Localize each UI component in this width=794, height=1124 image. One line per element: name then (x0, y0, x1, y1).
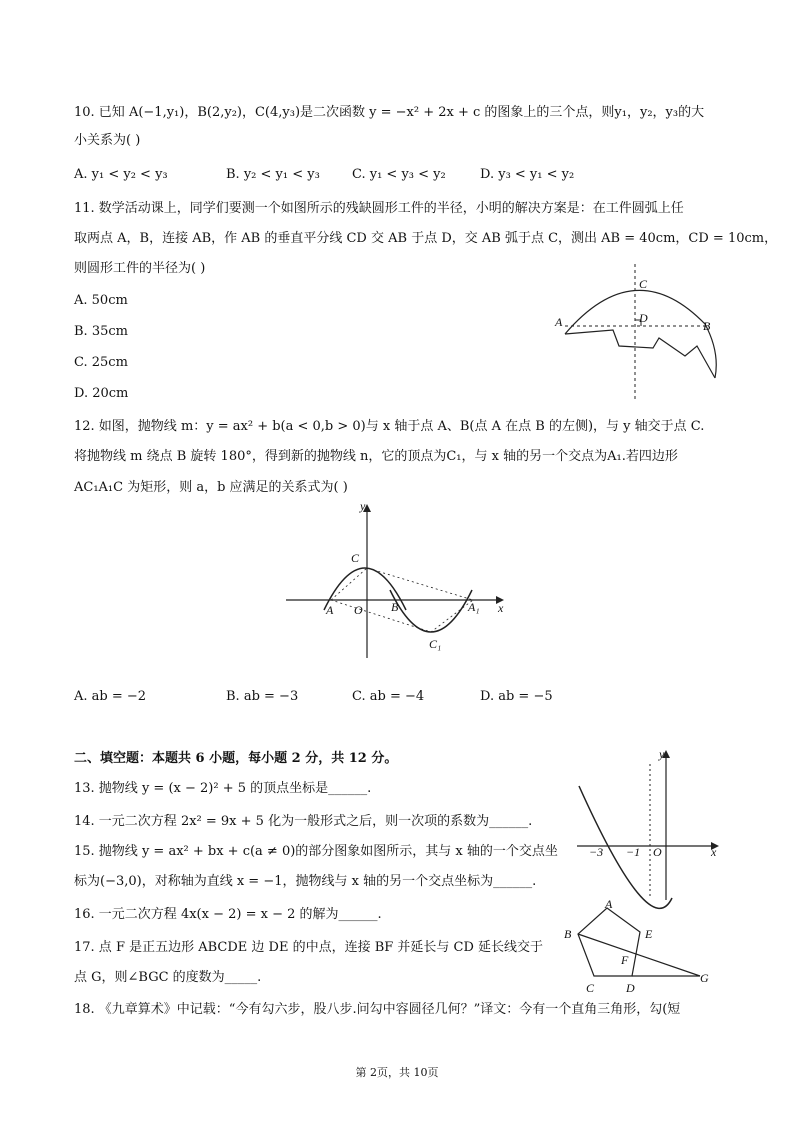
q11-label-c: C (639, 277, 648, 291)
q15-label-y: y (659, 747, 665, 761)
q15-label-neg3: −3 (589, 845, 604, 859)
q17-label-c: C (586, 981, 595, 995)
q12-option-d: D. ab = −5 (480, 689, 553, 704)
q17-label-e: E (645, 927, 653, 941)
q12-stem-line1: 12. 如图，抛物线 m：y = ax² + b(a < 0,b > 0)与 x 轴于点 A、B(点 A 在点 B 的左侧)，与 y 轴交于点 C. (74, 419, 705, 434)
q17-figure-pentagon (560, 898, 720, 998)
q15-figure-parabola (575, 744, 725, 904)
q11-label-d: D (639, 311, 648, 325)
q11-option-b: B. 35cm (74, 324, 128, 339)
q12-label-c1: C₁ (429, 637, 442, 651)
q11-label-b: B (703, 319, 711, 333)
section2-heading: 二、填空题：本题共 6 小题，每小题 2 分，共 12 分。 (74, 751, 398, 766)
q15-label-o: O (653, 845, 662, 859)
q10-option-a: A. y₁ < y₂ < y₃ (74, 167, 168, 182)
q12-label-o: O (354, 603, 363, 617)
q10-option-b: B. y₂ < y₁ < y₃ (226, 167, 320, 182)
q14-stem: 14. 一元二次方程 2x² = 9x + 5 化为一般形式之后，则一次项的系数为______. (74, 814, 533, 829)
q17-stem-line1: 17. 点 F 是正五边形 ABCDE 边 DE 的中点，连接 BF 并延长与 CD 延长线交于 (74, 940, 544, 955)
q15-stem-line1: 15. 抛物线 y = ax² + bx + c(a ≠ 0)的部分图象如图所示，其与 x 轴的一个交点坐 (74, 844, 558, 859)
q15-label-x: x (711, 845, 717, 859)
q17-label-d: D (626, 981, 635, 995)
q12-label-a1: A₁ (468, 600, 480, 614)
q12-stem-line2: 将抛物线 m 绕点 B 旋转 180°，得到新的抛物线 n，它的顶点为C₁，与 x 轴的另一个交点为A₁.若四边形 (74, 449, 678, 464)
q11-stem-line3: 则圆形工件的半径为( ) (74, 261, 206, 276)
q11-figure-broken-circle (555, 262, 725, 402)
q12-label-a: A (326, 603, 334, 617)
q11-option-c: C. 25cm (74, 355, 128, 370)
q11-stem-line1: 11. 数学活动课上，同学们要测一个如图所示的残缺圆形工件的半径，小明的解决方案是：在工件圆弧上任 (74, 201, 684, 216)
q10-option-d: D. y₃ < y₁ < y₂ (480, 167, 575, 182)
q17-label-b: B (564, 927, 572, 941)
q11-option-d: D. 20cm (74, 386, 129, 401)
q10-option-c: C. y₁ < y₃ < y₂ (352, 167, 446, 182)
q11-arc (565, 290, 716, 378)
q10-stem-line2: 小关系为( ) (74, 133, 141, 148)
q12-figure-parabolas (284, 500, 514, 660)
q13-stem: 13. 抛物线 y = (x − 2)² + 5 的顶点坐标是______. (74, 781, 372, 796)
q11-option-a: A. 50cm (74, 293, 128, 308)
q11-stem-line2: 取两点 A，B，连接 AB，作 AB 的垂直平分线 CD 交 AB 于点 D，交 AB 弧于点 C，测出 AB = 40cm，CD = 10cm， (74, 231, 778, 246)
q17-pentagon-abcde (578, 908, 640, 976)
q18-stem: 18. 《九章算术》中记载：“今有勾六步，股八步.问勾中容圆径几何？”译文：今有一个直角三角形，勾(短 (74, 1002, 681, 1017)
q17-label-f: F (621, 953, 629, 967)
q12-option-c: C. ab = −4 (352, 689, 425, 704)
page-footer: 第 2页，共 10页 (355, 1066, 439, 1079)
q17-label-a: A (605, 897, 613, 911)
q16-stem: 16. 一元二次方程 4x(x − 2) = x − 2 的解为______. (74, 907, 382, 922)
q12-label-b: B (391, 600, 399, 614)
q12-stem-line3: AC₁A₁C 为矩形，则 a，b 应满足的关系式为( ) (74, 480, 348, 495)
q10-stem-line1: 10. 已知 A(−1,y₁)，B(2,y₂)，C(4,y₃)是二次函数 y = −x² + 2x + c 的图象上的三个点，则y₁，y₂，y₃的大 (74, 105, 705, 120)
q12-option-b: B. ab = −3 (226, 689, 299, 704)
q11-broken-edge (565, 330, 715, 378)
q11-label-a: A (555, 315, 563, 329)
q15-stem-line2: 标为(−3,0)，对称轴为直线 x = −1，抛物线与 x 轴的另一个交点坐标为______. (74, 874, 537, 889)
q12-label-x: x (498, 601, 504, 615)
q17-stem-line2: 点 G，则∠BGC 的度数为_____. (74, 970, 262, 985)
q17-label-g: G (700, 971, 709, 985)
q12-label-c: C (351, 551, 360, 565)
q15-label-neg1: −1 (626, 845, 641, 859)
q12-option-a: A. ab = −2 (74, 689, 147, 704)
q12-label-y: y (360, 499, 366, 513)
